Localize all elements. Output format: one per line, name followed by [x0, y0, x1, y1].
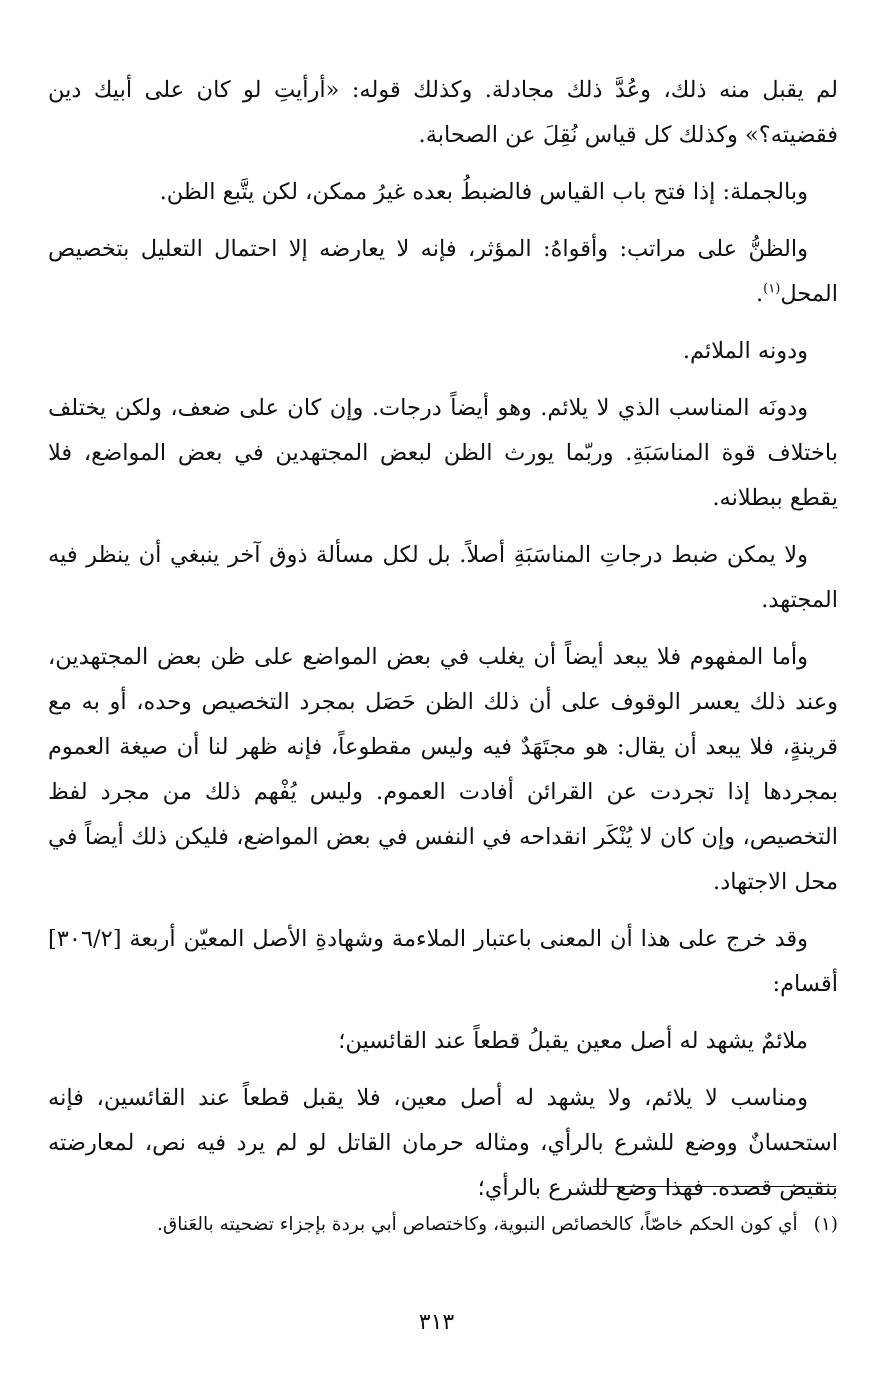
footnote-number: (١)	[813, 1214, 838, 1235]
paragraph-9: ملائمٌ يشهد له أصل معين يقبلُ قطعاً عند القائسين؛	[338, 1028, 808, 1054]
paragraph-2: وبالجملة: إذا فتح باب القياس فالضبطُ بعده غيرُ ممكن، لكن يتَّبع الظن.	[159, 179, 808, 205]
page-number: ٣١٣	[418, 1310, 455, 1335]
footnote-text: أي كون الحكم خاصّاً، كالخصائص النبوية، وكاختصاص أبي بردة بإجزاء تضحيته بالعَناق.	[156, 1214, 798, 1235]
main-text	[48, 68, 838, 1223]
paragraph-6: ولا يمكن ضبط درجاتِ المناسَبَةِ أصلاً. بل لكل مسألة ذوق آخر ينبغي أن ينظر فيه المجتهد.	[48, 542, 838, 613]
footnote	[48, 1210, 838, 1240]
paragraph-1: لم يقبل منه ذلك، وعُدَّ ذلك مجادلة. وكذلك قوله: «أرأيتِ لو كان على أبيك دين فقضيته؟» وكذلك كل قياس نُقِلَ عن الصحابة.	[48, 77, 838, 148]
paragraph-7: وأما المفهوم فلا يبعد أيضاً أن يغلب في بعض المواضع على ظن بعض المجتهدين، وعند ذلك يعسر الوقوف على أن ذلك الظن حَصَل بمجرد التخصيص وحده، أو به مع قرينةٍ، فلا يبعد أن يقال: هو مجتَهَدٌ فيه وليس مقطوعاً، فإنه ظهر لنا أن صيغة العموم بمجردها إذا تجردت عن القرائن أفادت العموم. وليس يُفْهم ذلك من مجرد لفظ التخصيص، وإن كان لا يُنْكَر انقداحه في النفس في بعض المواضع، فليكن ذلك أيضاً في محل الاجتهاد.	[48, 644, 838, 895]
footnote-divider	[593, 1186, 836, 1187]
paragraph-3	[48, 227, 838, 317]
paragraph-3-end: .	[756, 281, 764, 307]
paragraph-4: ودونه الملائم.	[682, 338, 808, 364]
paragraph-5: ودونَه المناسب الذي لا يلائم. وهو أيضاً درجات. وإن كان على ضعف، ولكن يختلف باختلاف قوة المناسَبَةِ. وربّما يورث الظن لبعض المجتهدين في بعض المواضع، فلا يقطع ببطلانه.	[48, 395, 838, 511]
paragraph-8: وقد خرج على هذا أن المعنى باعتبار الملاءمة وشهادةِ الأصل المعيّن أربعة [٣٠٦/٢] أقسام:	[48, 926, 838, 997]
footnote-reference[interactable]: (١)	[763, 281, 781, 297]
paragraph-3-text: والظنُّ على مراتب: وأقواهُ: المؤثر، فإنه لا يعارضه إلا احتمال التعليل بتخصيص المحل	[48, 236, 838, 307]
paragraph-10: ومناسب لا يلائم، ولا يشهد له أصل معين، فلا يقبل قطعاً عند القائسين، فإنه استحسانٌ ووضع للشرع بالرأي، ومثاله حرمان القاتل لو لم يرد فيه نص، لمعارضته بنقيض قصده. فهذا وضع للشرع بالرأي؛	[48, 1085, 838, 1201]
